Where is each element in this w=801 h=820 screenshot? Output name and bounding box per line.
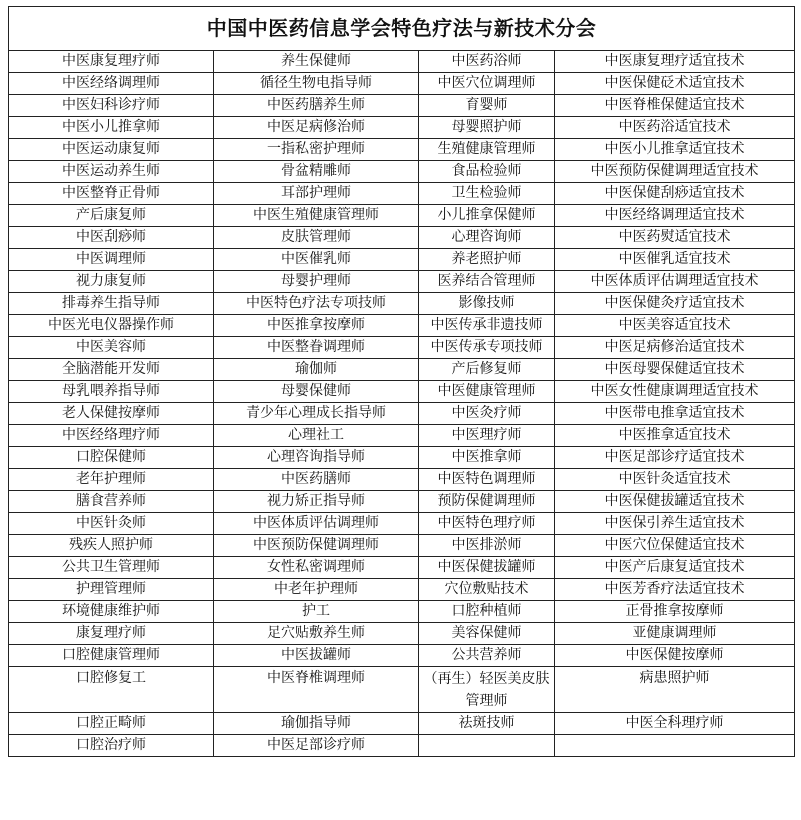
table-cell: 中医小儿推拿师 [9,117,214,139]
table-cell [555,735,795,757]
table-cell: 中医母婴保健适宜技术 [555,359,795,381]
table-row [9,491,795,513]
table-cell: 循径生物电指导师 [214,73,419,95]
table-cell: 口腔修复工 [9,667,214,713]
table-cell: 中医催乳师 [214,249,419,271]
table-row [9,601,795,623]
table-cell: 中医美容适宜技术 [555,315,795,337]
table-cell: 中医催乳适宜技术 [555,249,795,271]
table-cell: 中医脊椎保健适宜技术 [555,95,795,117]
table-cell: 中医体质评估调理师 [214,513,419,535]
table-cell: 中医药浴师 [419,51,555,73]
table-row [9,293,795,315]
table-cell: 中医刮痧师 [9,227,214,249]
table-cell: 视力康复师 [9,271,214,293]
table-row [9,447,795,469]
table-cell: 中医女性健康调理适宜技术 [555,381,795,403]
table-cell: 中医预防保健调理适宜技术 [555,161,795,183]
table-row [9,557,795,579]
table-cell: 中医排淤师 [419,535,555,557]
table-cell: 公共营养师 [419,645,555,667]
table-cell: 老人保健按摩师 [9,403,214,425]
table-row [9,51,795,73]
table-cell: 中医经络理疗师 [9,425,214,447]
table-cell: 中医产后康复适宜技术 [555,557,795,579]
table-cell: 中医药熨适宜技术 [555,227,795,249]
table-cell: 心理咨询师 [419,227,555,249]
table-cell: 穴位敷贴技术 [419,579,555,601]
table-cell: 中医传承非遗技师 [419,315,555,337]
table-row [9,337,795,359]
table-row [9,425,795,447]
table-cell: 养生保健师 [214,51,419,73]
table-cell: 环境健康维护师 [9,601,214,623]
table-cell: 中医芳香疗法适宜技术 [555,579,795,601]
table-cell: 中医经络调理师 [9,73,214,95]
table-cell: 全脑潜能开发师 [9,359,214,381]
table-cell: 中老年护理师 [214,579,419,601]
table-cell: 口腔种植师 [419,601,555,623]
table-cell: 病患照护师 [555,667,795,713]
table-cell: 中医健康管理师 [419,381,555,403]
table-row [9,381,795,403]
table-row [9,95,795,117]
table-cell: 口腔健康管理师 [9,645,214,667]
table-cell: 心理咨询指导师 [214,447,419,469]
table-cell: 中医穴位调理师 [419,73,555,95]
table-cell: 中医保健按摩师 [555,645,795,667]
table-row [9,403,795,425]
table-cell: 中医推拿适宜技术 [555,425,795,447]
table-cell: 中医足病修治师 [214,117,419,139]
table-title: 中国中医药信息学会特色疗法与新技术分会 [9,7,795,51]
table-cell: 足穴贴敷养生师 [214,623,419,645]
table-cell: 美容保健师 [419,623,555,645]
table-cell: 中医保健灸疗适宜技术 [555,293,795,315]
table-cell: 中医推拿按摩师 [214,315,419,337]
table-cell: 中医保健拔罐师 [419,557,555,579]
table-cell: 中医特色调理师 [419,469,555,491]
table-cell: 口腔正畸师 [9,713,214,735]
table-cell: 影像技师 [419,293,555,315]
table-cell: 口腔保健师 [9,447,214,469]
table-cell: 卫生检验师 [419,183,555,205]
table-cell: 老年护理师 [9,469,214,491]
certification-table-sheet [8,6,794,757]
table-cell [419,735,555,757]
table-cell: 正骨推拿按摩师 [555,601,795,623]
table-row [9,315,795,337]
table-cell: 瑜伽指导师 [214,713,419,735]
table-cell: 小儿推拿保健师 [419,205,555,227]
table-row [9,271,795,293]
table-cell: 中医推拿师 [419,447,555,469]
table-cell: 中医经络调理适宜技术 [555,205,795,227]
table-cell: 中医整眷调理师 [214,337,419,359]
table-cell: 排毒养生指导师 [9,293,214,315]
table-cell: 中医全科理疗师 [555,713,795,735]
table-cell: 中医生殖健康管理师 [214,205,419,227]
table-cell: 母婴护理师 [214,271,419,293]
table-cell: 皮肤管理师 [214,227,419,249]
table-cell: 瑜伽师 [214,359,419,381]
title-row [9,7,795,51]
table-cell: 中医预防保健调理师 [214,535,419,557]
table-cell: 生殖健康管理师 [419,139,555,161]
table-cell: 中医足部诊疗师 [214,735,419,757]
table-cell: 祛斑技师 [419,713,555,735]
table-cell: 中医光电仪器操作师 [9,315,214,337]
table-cell: 视力矫正指导师 [214,491,419,513]
table-cell: 中医带电推拿适宜技术 [555,403,795,425]
table-row [9,117,795,139]
table-cell: 中医保引养生适宜技术 [555,513,795,535]
table-cell: 中医足部诊疗适宜技术 [555,447,795,469]
table-row [9,139,795,161]
table-cell: 中医理疗师 [419,425,555,447]
table-cell: 中医药膳师 [214,469,419,491]
table-cell: 康复理疗师 [9,623,214,645]
table-cell: 母婴照护师 [419,117,555,139]
table-cell: 口腔治疗师 [9,735,214,757]
table-cell: 中医保健砭术适宜技术 [555,73,795,95]
table-row [9,579,795,601]
table-cell: 中医特色理疗师 [419,513,555,535]
table-row [9,735,795,757]
table-cell: 中医妇科诊疗师 [9,95,214,117]
table-cell: 中医整脊正骨师 [9,183,214,205]
table-row [9,161,795,183]
table-cell: 中医拔罐师 [214,645,419,667]
table-cell: 养老照护师 [419,249,555,271]
table-row [9,359,795,381]
table-cell: 产后康复师 [9,205,214,227]
table-cell: 中医保健刮痧适宜技术 [555,183,795,205]
table-cell: 中医体质评估调理适宜技术 [555,271,795,293]
table-cell: 食品检验师 [419,161,555,183]
table-cell: 中医脊椎调理师 [214,667,419,713]
table-cell: 中医穴位保健适宜技术 [555,535,795,557]
table-cell: 骨盆精雕师 [214,161,419,183]
table-cell: 母婴保健师 [214,381,419,403]
table-cell: 中医运动康复师 [9,139,214,161]
table-cell: 中医药膳养生师 [214,95,419,117]
table-cell: （再生）轻医美皮肤管理师 [419,667,555,713]
table-cell: 中医足病修治适宜技术 [555,337,795,359]
table-row [9,205,795,227]
table-cell: 中医康复理疗师 [9,51,214,73]
table-cell: 中医特色疗法专项技师 [214,293,419,315]
table-cell: 青少年心理成长指导师 [214,403,419,425]
table-cell: 残疾人照护师 [9,535,214,557]
table-cell: 育婴师 [419,95,555,117]
table-cell: 公共卫生管理师 [9,557,214,579]
table-row [9,227,795,249]
table-cell: 预防保健调理师 [419,491,555,513]
table-row [9,623,795,645]
table-row [9,667,795,713]
table-cell: 中医调理师 [9,249,214,271]
table-cell: 母乳喂养指导师 [9,381,214,403]
table-cell: 中医小儿推拿适宜技术 [555,139,795,161]
table-row [9,183,795,205]
table-row [9,535,795,557]
table-cell: 中医药浴适宜技术 [555,117,795,139]
table-row [9,645,795,667]
table-cell: 耳部护理师 [214,183,419,205]
table-cell: 亚健康调理师 [555,623,795,645]
table-cell: 中医保健拔罐适宜技术 [555,491,795,513]
table-cell: 护理管理师 [9,579,214,601]
table-row [9,469,795,491]
table-cell: 女性私密调理师 [214,557,419,579]
table-cell: 一指私密护理师 [214,139,419,161]
table-row [9,249,795,271]
table-cell: 产后修复师 [419,359,555,381]
table-cell: 中医针灸师 [9,513,214,535]
table-cell: 护工 [214,601,419,623]
table-cell: 中医针灸适宜技术 [555,469,795,491]
table-cell: 中医康复理疗适宜技术 [555,51,795,73]
table-cell: 中医灸疗师 [419,403,555,425]
table-cell: 中医运动养生师 [9,161,214,183]
table-cell: 膳食营养师 [9,491,214,513]
table-row [9,713,795,735]
table-row [9,513,795,535]
table-cell: 心理社工 [214,425,419,447]
table-cell: 中医传承专项技师 [419,337,555,359]
table-cell: 中医美容师 [9,337,214,359]
table-row [9,73,795,95]
certification-table [8,6,795,757]
table-cell: 医养结合管理师 [419,271,555,293]
